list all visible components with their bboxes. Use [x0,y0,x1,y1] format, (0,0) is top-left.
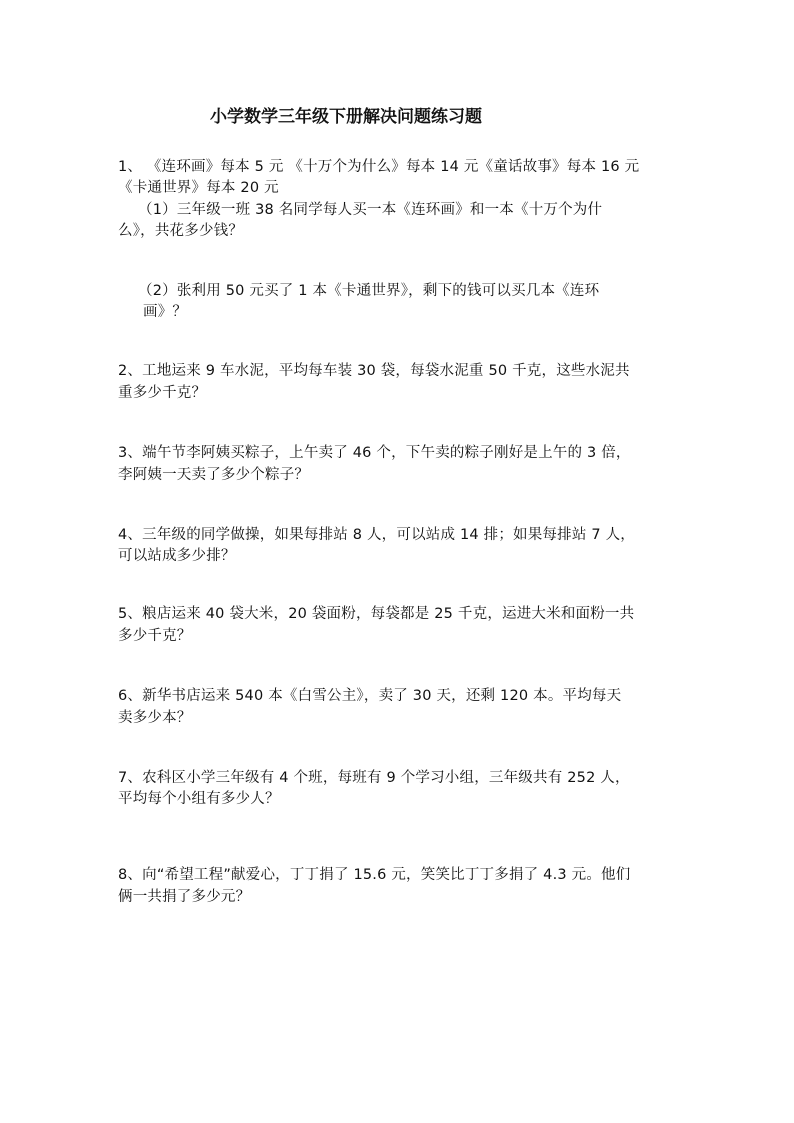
question-2-line-2: 重多少千克？ [118,385,207,401]
question-1-sub-2-line-1: （2）张利用 50 元买了 1 本《卡通世界》，剩下的钱可以买几本《连环 [138,283,600,299]
question-3-line-1: 3、端午节李阿姨买粽子，上午卖了 46 个，下午卖的粽子刚好是上午的 3 倍， [118,445,631,461]
page-title: 小学数学三年级下册解决问题练习题 [210,107,482,127]
question-2-line-1: 2、工地运来 9 车水泥，平均每车装 30 袋，每袋水泥重 50 千克，这些水泥共 [118,363,630,379]
question-1-sub-1-line-1: （1）三年级一班 38 名同学每人买一本《连环画》和一本《十万个为什 [138,202,603,218]
question-1-sub-1-line-2: 么》，共花多少钱？ [118,223,244,239]
question-4-line-1: 4、三年级的同学做操，如果每排站 8 人，可以站成 14 排；如果每排站 7 人， [118,527,635,543]
question-6-line-2: 卖多少本？ [118,710,192,726]
question-1-line-1: 1、 《连环画》每本 5 元 《十万个为什么》每本 14 元《童话故事》每本 16 元 [118,159,640,175]
question-6-line-1: 6、新华书店运来 540 本《白雪公主》，卖了 30 天，还剩 120 本。平均每天 [118,688,622,704]
question-7-line-2: 平均每个小组有多少人？ [118,791,280,807]
question-4-line-2: 可以站成多少排？ [118,548,236,564]
question-1-line-2: 《卡通世界》每本 20 元 [118,180,279,196]
question-3-line-2: 李阿姨一天卖了多少个粽子？ [118,467,310,483]
question-8-line-1: 8、向“希望工程”献爱心，丁丁捐了 15.6 元，笑笑比丁丁多捐了 4.3 元。他们 [118,867,631,883]
question-1-sub-2-line-2: 画》？ [143,304,188,320]
question-5-line-1: 5、粮店运来 40 袋大米，20 袋面粉，每袋都是 25 千克，运进大米和面粉一共 [118,606,635,622]
question-8-line-2: 俩一共捐了多少元？ [118,889,251,905]
question-5-line-2: 多少千克？ [118,628,192,644]
question-7-line-1: 7、农科区小学三年级有 4 个班，每班有 9 个学习小组，三年级共有 252 人， [118,770,630,786]
